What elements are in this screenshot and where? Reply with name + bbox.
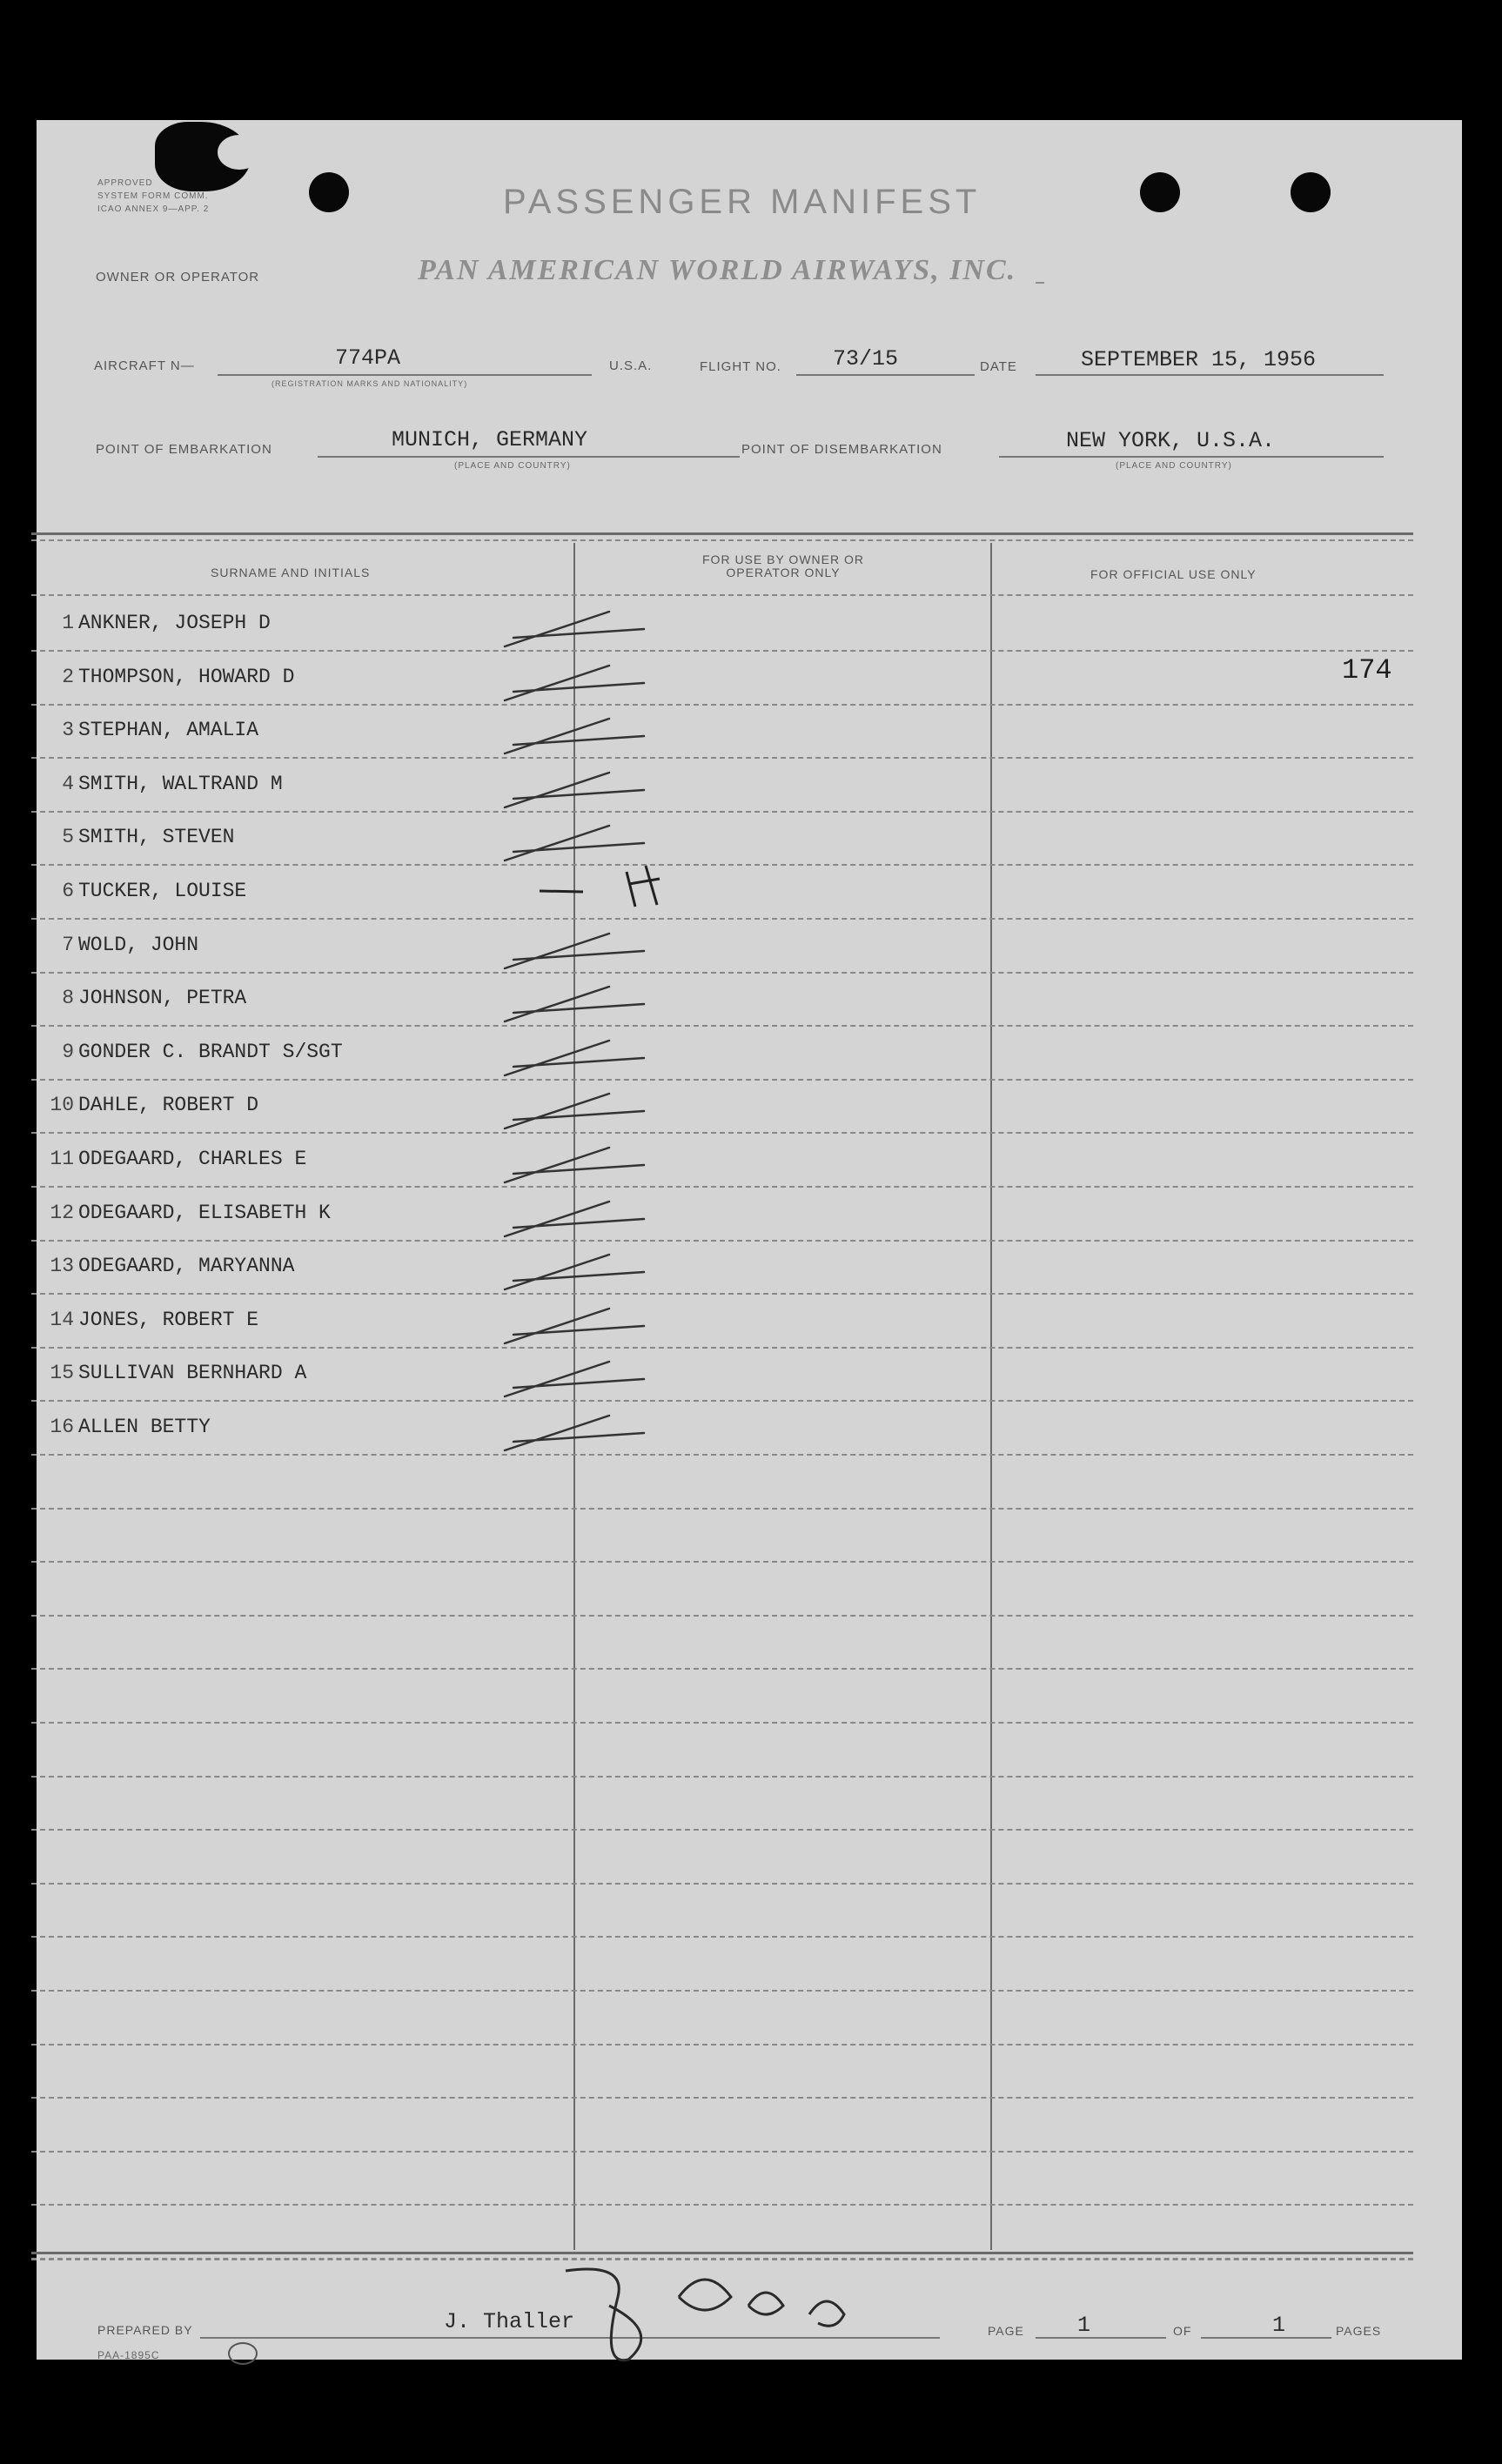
check-mark [505, 1094, 644, 1128]
disembarkation-place: NEW YORK, U.S.A. [1066, 428, 1276, 453]
check-mark [505, 826, 644, 860]
row-number: 4 [62, 773, 74, 795]
page-label: PAGE [988, 2324, 1024, 2338]
passenger-name: SMITH, STEVEN [78, 826, 235, 848]
check-mark [505, 719, 644, 753]
aircraft-label: AIRCRAFT N— [94, 358, 195, 373]
row-number: 11 [50, 1148, 74, 1170]
check-mark [505, 987, 644, 1021]
owner-label: OWNER OR OPERATOR [96, 270, 260, 285]
form-code: PAA-1895C [97, 2349, 160, 2361]
of-label: OF [1173, 2324, 1192, 2338]
check-mark [505, 1255, 644, 1289]
page-title: PASSENGER MANIFEST [503, 183, 982, 221]
flight-label: FLIGHT NO. [700, 359, 781, 374]
passenger-name: DAHLE, ROBERT D [78, 1094, 259, 1116]
passenger-name: WOLD, JOHN [78, 934, 199, 956]
official-note: 174 [1342, 654, 1392, 686]
row-number: 1 [62, 612, 74, 634]
passenger-name: ANKNER, JOSEPH D [78, 612, 271, 634]
country-label: U.S.A. [609, 358, 653, 373]
check-mark [505, 1309, 644, 1343]
approval-line-2: SYSTEM FORM COMM. [97, 191, 209, 201]
passenger-name: SMITH, WALTRAND M [78, 773, 283, 795]
check-mark [505, 1041, 644, 1075]
check-mark [505, 1148, 644, 1182]
passenger-name: SULLIVAN BERNHARD A [78, 1362, 307, 1384]
passenger-name: TUCKER, LOUISE [78, 880, 247, 902]
embarkation-place: MUNICH, GERMANY [392, 427, 588, 452]
pages-label: PAGES [1336, 2324, 1382, 2338]
aircraft-registration: 774PA [335, 345, 401, 371]
passenger-name: GONDER C. BRANDT S/SGT [78, 1041, 343, 1063]
row-number: 7 [62, 934, 74, 956]
passenger-name: STEPHAN, AMALIA [78, 719, 259, 741]
check-mark [505, 773, 644, 807]
row-number: 16 [50, 1416, 74, 1438]
approval-line-3: ICAO ANNEX 9—APP. 2 [97, 204, 210, 214]
row-number: 15 [50, 1362, 74, 1384]
passenger-name: ALLEN BETTY [78, 1416, 211, 1438]
passenger-name: ODEGAARD, MARYANNA [78, 1255, 295, 1277]
total-pages: 1 [1272, 2313, 1286, 2338]
prepared-by-label: PREPARED BY [97, 2323, 193, 2337]
owner-name: PAN AMERICAN WORLD AIRWAYS, INC. [418, 254, 1017, 286]
row-number: 10 [50, 1094, 74, 1116]
column-header-owner: FOR USE BY OWNER OR OPERATOR ONLY [702, 552, 864, 579]
flight-number: 73/15 [833, 346, 899, 372]
prepared-by-name: J. Thaller [444, 2309, 575, 2334]
row-number: 3 [62, 719, 74, 741]
row-number: 6 [62, 880, 74, 902]
check-mark [505, 1202, 644, 1236]
check-mark [505, 666, 644, 700]
column-header-official: FOR OFFICIAL USE ONLY [1090, 567, 1257, 581]
date-label: DATE [980, 359, 1017, 374]
row-number: 9 [62, 1041, 74, 1063]
flight-date: SEPTEMBER 15, 1956 [1081, 347, 1317, 372]
disembarkation-label: POINT OF DISEMBARKATION [741, 442, 942, 457]
passenger-name: JONES, ROBERT E [78, 1309, 259, 1331]
row-number: 8 [62, 987, 74, 1009]
passenger-name: ODEGAARD, ELISABETH K [78, 1202, 331, 1224]
check-mark [505, 1362, 644, 1396]
registration-caption: (REGISTRATION MARKS AND NATIONALITY) [272, 379, 468, 388]
disembarkation-caption: (PLACE AND COUNTRY) [1116, 461, 1232, 471]
signature-mark [566, 2269, 844, 2360]
check-mark [505, 612, 644, 646]
passenger-name: THOMPSON, HOWARD D [78, 666, 295, 688]
embarkation-caption: (PLACE AND COUNTRY) [454, 461, 571, 471]
check-mark [505, 934, 644, 968]
row-number: 13 [50, 1255, 74, 1277]
approval-line-1: APPROVED [97, 178, 153, 188]
row-number: 14 [50, 1309, 74, 1331]
passenger-name: JOHNSON, PETRA [78, 987, 247, 1009]
page-number: 1 [1077, 2313, 1091, 2338]
check-mark [505, 1416, 644, 1450]
handwritten-a-mark [540, 866, 660, 907]
row-number: 2 [62, 666, 74, 688]
passenger-name: ODEGAARD, CHARLES E [78, 1148, 307, 1170]
row-number: 12 [50, 1202, 74, 1224]
embarkation-label: POINT OF EMBARKATION [96, 442, 272, 457]
column-header-surname: SURNAME AND INITIALS [211, 566, 371, 579]
row-number: 5 [62, 826, 74, 848]
